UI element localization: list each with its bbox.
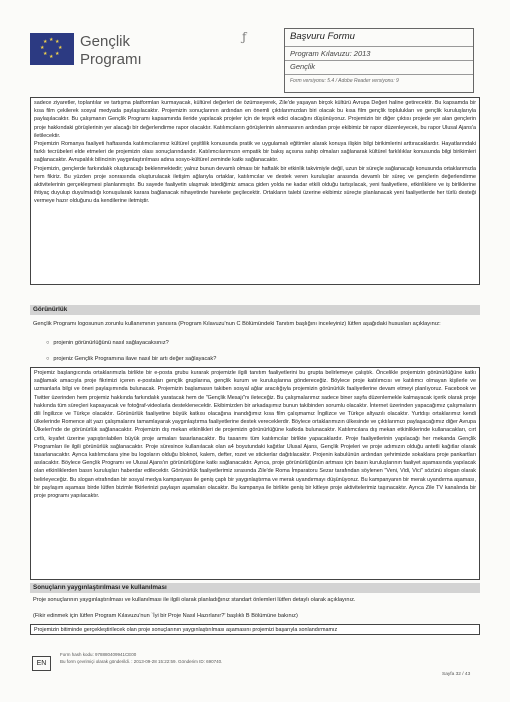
language-code: EN xyxy=(32,656,51,671)
submission-info: Bu form çevrimiçi olarak gönderildi. : 2013-09-28 15:22:59. Gönderim ID: 690740. xyxy=(60,659,223,664)
outcomes-answer-box[interactable] xyxy=(30,97,480,285)
form-program: Gençlik xyxy=(290,62,316,71)
page-number: Sayfa 32 / 43 xyxy=(442,672,471,677)
paragraph: Projemizin, gençlerde farkındalık oluşturacağı beklenmektedir; yalnız bunun devamlı olması bir haftalık bir etkinlik takvimiyle değil, uzun bir süreçle sağlanacağı konusunda ortaklarımızla hem fikiriz. Bu yüzden proje sonrasında oluşturulacak iletişim ağlarıyla ortaklar, katılımcılar ve destek veren kuruluşlar arasında devamlı bir süreç ve gençlerin değerlendirme aktivitelerinin gerçekleşmesi planlanmıştır. Bu sayede faaliyetin ulaşmak istediğimiz amaca giden yolda ne kadar etkili olduğu tartışılacak, yeni faaliyetlere, etkinliklere ve iş birliklerine ihtiyaç duyulup duyulmadığı konuşularak karara bağlanacak nihayetinde harekete geçilecektir. Ortakların talebi üzerine ekibimiz süreçte planlanacak yeni faaliyetlerde her türlü desteği vermeye hazır olduğunu da kendilerine iletmiştir. xyxy=(34,165,476,205)
logo-text-line2: Programı xyxy=(80,51,142,68)
form-guide-year: Program Kılavuzu: 2013 xyxy=(290,49,371,58)
visibility-question-2: ○ projeniz Gençlik Programına ilave nasıl bir artı değer sağlayacak? xyxy=(46,355,216,363)
youth-program-logo xyxy=(30,30,200,90)
section-heading-dissemination: Sonuçların yaygınlaştırılması ve kullanılması xyxy=(30,583,480,593)
form-hash-code: Form hash kodu: 978880409941CE00 xyxy=(60,652,137,657)
form-title: Başvuru Formu xyxy=(290,31,355,42)
logo-text-line1: Gençlik xyxy=(80,33,131,50)
form-version: Form versiyonu: 5.4 / Adobe Reader versiyonu: 9 xyxy=(290,78,399,84)
form-header-box xyxy=(284,28,474,93)
paragraph: Projemizin bitiminde gerçekleştirilecek olan proje sonuçlarının yaygınlaştırılması aşamasını projemizi başarıyla sonlandırmamız xyxy=(34,627,338,633)
paragraph: Projemizin Romanya faaliyeti haftasında katılımcılarımız kültürel çeşitlilik konusunda pratik ve uygulamalı eğitimler alarak konuya ilişkin bilgi birikimlerini arttıracaklardır. Hayatlarındaki farklı tecrübeleri elde etmeleri de projemizin olası sonuçlarındandır. Katılımcılarımızın empatik bir bakış açısına sahip olmaları sağlanarak kültürel farklılıklar konusunda bilgi birikimleri sağlanacaktır. Avrupalılık bilincinin yaygınlaştırılması adına sosyo-kültürel zeminde katkı sağlanacaktır. xyxy=(34,141,476,164)
section-heading-visibility: Görünürlük xyxy=(30,305,480,315)
visibility-question-1: ○ projenin görünürlüğünü nasıl sağlayacaksınız? xyxy=(46,339,169,347)
visibility-answer-box[interactable] xyxy=(30,367,480,580)
visibility-intro: Gençlik Programı logosunun zorunlu kullanımının yanısıra (Program Kılavuzu'nun C Bölümündeki Tanıtım başlığını inceleyiniz) lütfen aşağıdaki hususları açıklayınız: xyxy=(33,321,441,327)
dissemination-intro: Proje sonuçlarının yaygınlaştırılması ve kullanılması ile ilgili olarak planladığınız standart önlemleri lütfen detaylı olarak açıklayınız. xyxy=(33,597,356,603)
eu-flag-icon: ★ ★ ★ ★ ★ ★ ★ ★ xyxy=(30,33,74,65)
dissemination-answer-box[interactable] xyxy=(30,624,480,635)
paragraph: Projemiz başlangıcında ortaklarımızla birlikte bir e-posta grubu kurarak projemizle ilgili tanıtım faaliyetlerini bu grupta belirlemeye çalıştık. Öncelikle projemizin görünürlüğüne katkı sağlamak amacıyla proje fikrimizi içeren e-postaları gençlik gruplarına, gençlik kurum ve kuruluşlarına göndereceğiz. Böylece proje katılımcısı ve katılımcı olmayan kişilerle ve uzmanlarla bilgi ve öneri paylaşımında bulunacak. Projemizin başlamasın takiben sosyal ağlar aracılığıyla projemizin görünürlük faaliyetlerine devam etmeyi planlıyoruz. Facebook ve Twitter üzerinden hem projemiz hakkında farkındalık yaratacak hem de "Gençlik Mesajı"nı ileteceğiz. Bu çalışmalarımız sadece biner sayfa düzenlemekle kalmayacak içerik olarak proje hakkında tüm süreçleri kapsayacak ve fotoğraf-videolarla desteklenecektir. Ekibimizden bir arkadaşımız bunun takibinden sorumlu olacaktır. İnternet üzerinden yapacağımız çalışmaların dili İngilizce ve Türkçe olacaktır. Görünürlük faaliyetine büyük katkısı olacağına inandığımız kısa film çalışmamız İngilizce ve Türkçe altyazılı olacaktır. Yurtdışı ortaklarımız kendi ülkelerinde Romence alt yazı çalışmalarını tamamlayarak yaygınlaştırma faaliyetlerine destek vereceklerdir. Böylece ortaklarımızın ülkesinde ve çıktılarımızı paylaşacağımız diğer Avrupa Ülkeleri'nde de görünürlük sağlanacaktır. Projemizin dış mekan etkinlikleri de projemizin görünürlüğüne katkıda bulunacaktır. Katılımcılara dış mekan etkinliklerinde kullanacakları, cırt cırtlı, kıyafet üzerine yapıştırılabilen büyük proje armaları tasarlanacaktır. Bu tasarımı tüm katılımcılar birlikte yapacaklardır. Proje faaliyetlerinin yapılacağı her mekanda Gençlik Programları ile ilgili görünürlük sağlanacaktır. Proje süresince kullanılacak olan a4 boyutundaki kağıtlar Ulusal Ajans, Gençlik Projeleri ve proje adımızın olduğu antetli kağıtlar olarak tasarlanacaktır. Ayrıca katılımcılara yine bu logoların olduğu bloknot, kalem, defter, rozet ve stickerlar dağıtılacaktır. Projenin kabulünün ardından şehrimizde sokaklara proje pankartları asılacaktır. Böylece Gençlik Programı ve Ulusal Ajans'ın görünürlüğüne katkı sağlanacaktır. Ayrıca, proje görünürlüğünün artması için basın kuruluşlarının faaliyet aşamasında yapılacak olan etkinliklerden basın kuruluşları haberdar edilecektir. Görünürlük faaliyetlerimiz sırasında Zile'de Roma İmparatoru Sezar tarafından söylenen "Veni, Vidi, Vici" sözünü slogan olarak belirleyeceğiz. Bu slogan etrafından bir sosyal medya kampanyası ile geniş çaplı bir yaygınlaştırma ve merak uyandırmayı düşünüyoruz. Bu kampanyanın bir merak uyandırma aşaması, bir paylaşım aşaması birde lütfen bizimle fikirlerinizi paylaşın aşamaları olacaktır. Bu kampanya ile birlikte geniş bir kitleye proje aktivitelerimiz taşınacaktır. Ayrıca Zile TV kanalında bir proje programı yapılacaktır. xyxy=(34,370,476,500)
handwritten-mark: ƒ xyxy=(242,30,247,44)
dissemination-note: (Fikir edinmek için lütfen Program Kılavuzu'nun `İyi bir Proje Nasıl Hazırlanır?' başlıklı B Bölümüne bakınız) xyxy=(33,613,298,619)
paragraph: sadece ziyaretler, toplantılar ve tartışma platformları kurmayacak, kültürel değerleri de özümseyerek, Zile'de yaşayan birçok kültürü Avrupa Değeri haline getirecektir. Bu kapsamda bir kısa film çekilerek sosyal medyada paylaşılacaktır. Projemizin sonuçlarının ardından en önemli çıktılarımızdan biri olacak bu kısa film gençlik toplulukları ve gençlik kuruluşlarıyla paylaşılacaktır. Bu çalışmanın Gençlik Programı kapsamında ileride yapılacak projeler için de teşvik edici olacağını düşünüyoruz. Projemizin bir diğer çıktısı projede yer alan gençlerin proje hakkındaki görüşlerinin yer alacağı bir değerlendirme rapor olacaktır. Katılımcıların görüşlerinin alınmasının ardından proje ekibimiz bir rapor düzenleyecek, bu rapor Ulusal Ajans'a iletilecektir. xyxy=(34,100,476,139)
